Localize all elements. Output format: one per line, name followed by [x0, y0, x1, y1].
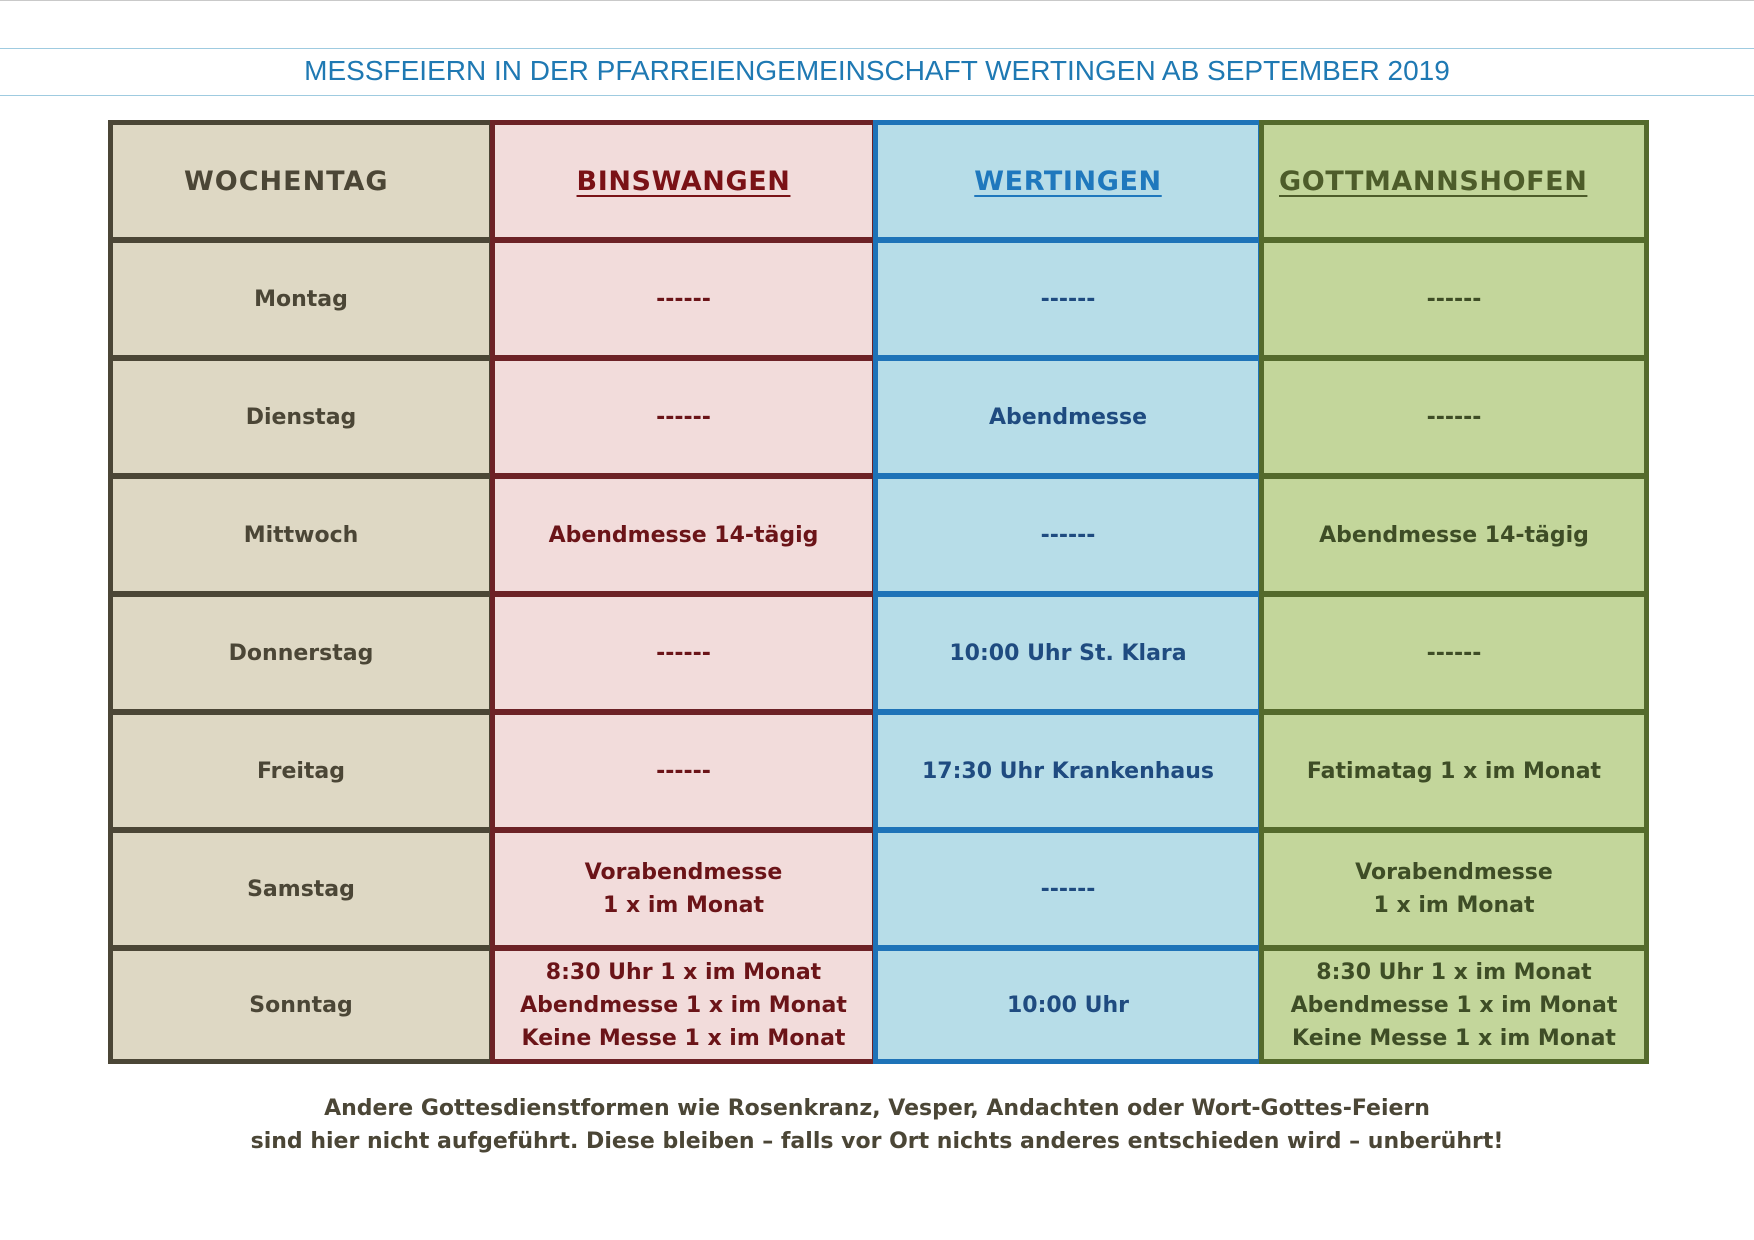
wertingen-cell: ------ — [873, 474, 1263, 596]
top-rule — [0, 0, 1754, 1]
day-cell: Donnerstag — [108, 592, 494, 714]
gottmannshofen-cell: ------ — [1259, 592, 1649, 714]
footnote — [0, 1092, 1754, 1158]
footnote-line-2: sind hier nicht aufgeführt. Diese bleiben – falls vor Ort nichts anderes entschieden wird – unberührt! — [250, 1129, 1504, 1154]
header-wertingen-label: WERTINGEN — [974, 165, 1162, 197]
header-binswangen-label: BINSWANGEN — [576, 165, 791, 197]
binswangen-cell: Abendmesse 14-tägig — [490, 474, 877, 596]
wertingen-cell: 10:00 Uhr St. Klara — [873, 592, 1263, 714]
gottmannshofen-cell: ------ — [1259, 356, 1649, 478]
wertingen-cell: 17:30 Uhr Krankenhaus — [873, 710, 1263, 832]
gottmannshofen-cell: 8:30 Uhr 1 x im Monat Abendmesse 1 x im Monat Keine Messe 1 x im Monat — [1259, 946, 1649, 1064]
binswangen-cell: ------ — [490, 238, 877, 360]
footnote-line-1: Andere Gottesdienstformen wie Rosenkranz, Vesper, Andachten oder Wort-Gottes-Feiern — [324, 1096, 1430, 1121]
wertingen-cell: ------ — [873, 238, 1263, 360]
gottmannshofen-cell: Fatimatag 1 x im Monat — [1259, 710, 1649, 832]
wertingen-cell: 10:00 Uhr — [873, 946, 1263, 1064]
header-wertingen — [873, 120, 1263, 242]
binswangen-cell: Vorabendmesse 1 x im Monat — [490, 828, 877, 950]
wertingen-cell: Abendmesse — [873, 356, 1263, 478]
day-cell: Samstag — [108, 828, 494, 950]
header-wochentag — [108, 120, 494, 242]
header-wochentag-label: WOCHENTAG — [184, 165, 389, 197]
page-title: MESSFEIERN IN DER PFARREIENGEMEINSCHAFT WERTINGEN AB SEPTEMBER 2019 — [304, 55, 1450, 86]
binswangen-cell: ------ — [490, 592, 877, 714]
day-cell: Montag — [108, 238, 494, 360]
gottmannshofen-cell: ------ — [1259, 238, 1649, 360]
day-cell: Sonntag — [108, 946, 494, 1064]
header-gottmannshofen — [1259, 120, 1649, 242]
binswangen-cell: ------ — [490, 356, 877, 478]
gottmannshofen-cell: Vorabendmesse 1 x im Monat — [1259, 828, 1649, 950]
header-binswangen — [490, 120, 877, 242]
gottmannshofen-cell: Abendmesse 14-tägig — [1259, 474, 1649, 596]
day-cell: Dienstag — [108, 356, 494, 478]
wertingen-cell: ------ — [873, 828, 1263, 950]
header-gottmannshofen-label: GOTTMANNSHOFEN — [1279, 165, 1588, 197]
binswangen-cell: ------ — [490, 710, 877, 832]
day-cell: Mittwoch — [108, 474, 494, 596]
binswangen-cell: 8:30 Uhr 1 x im Monat Abendmesse 1 x im Monat Keine Messe 1 x im Monat — [490, 946, 877, 1064]
day-cell: Freitag — [108, 710, 494, 832]
